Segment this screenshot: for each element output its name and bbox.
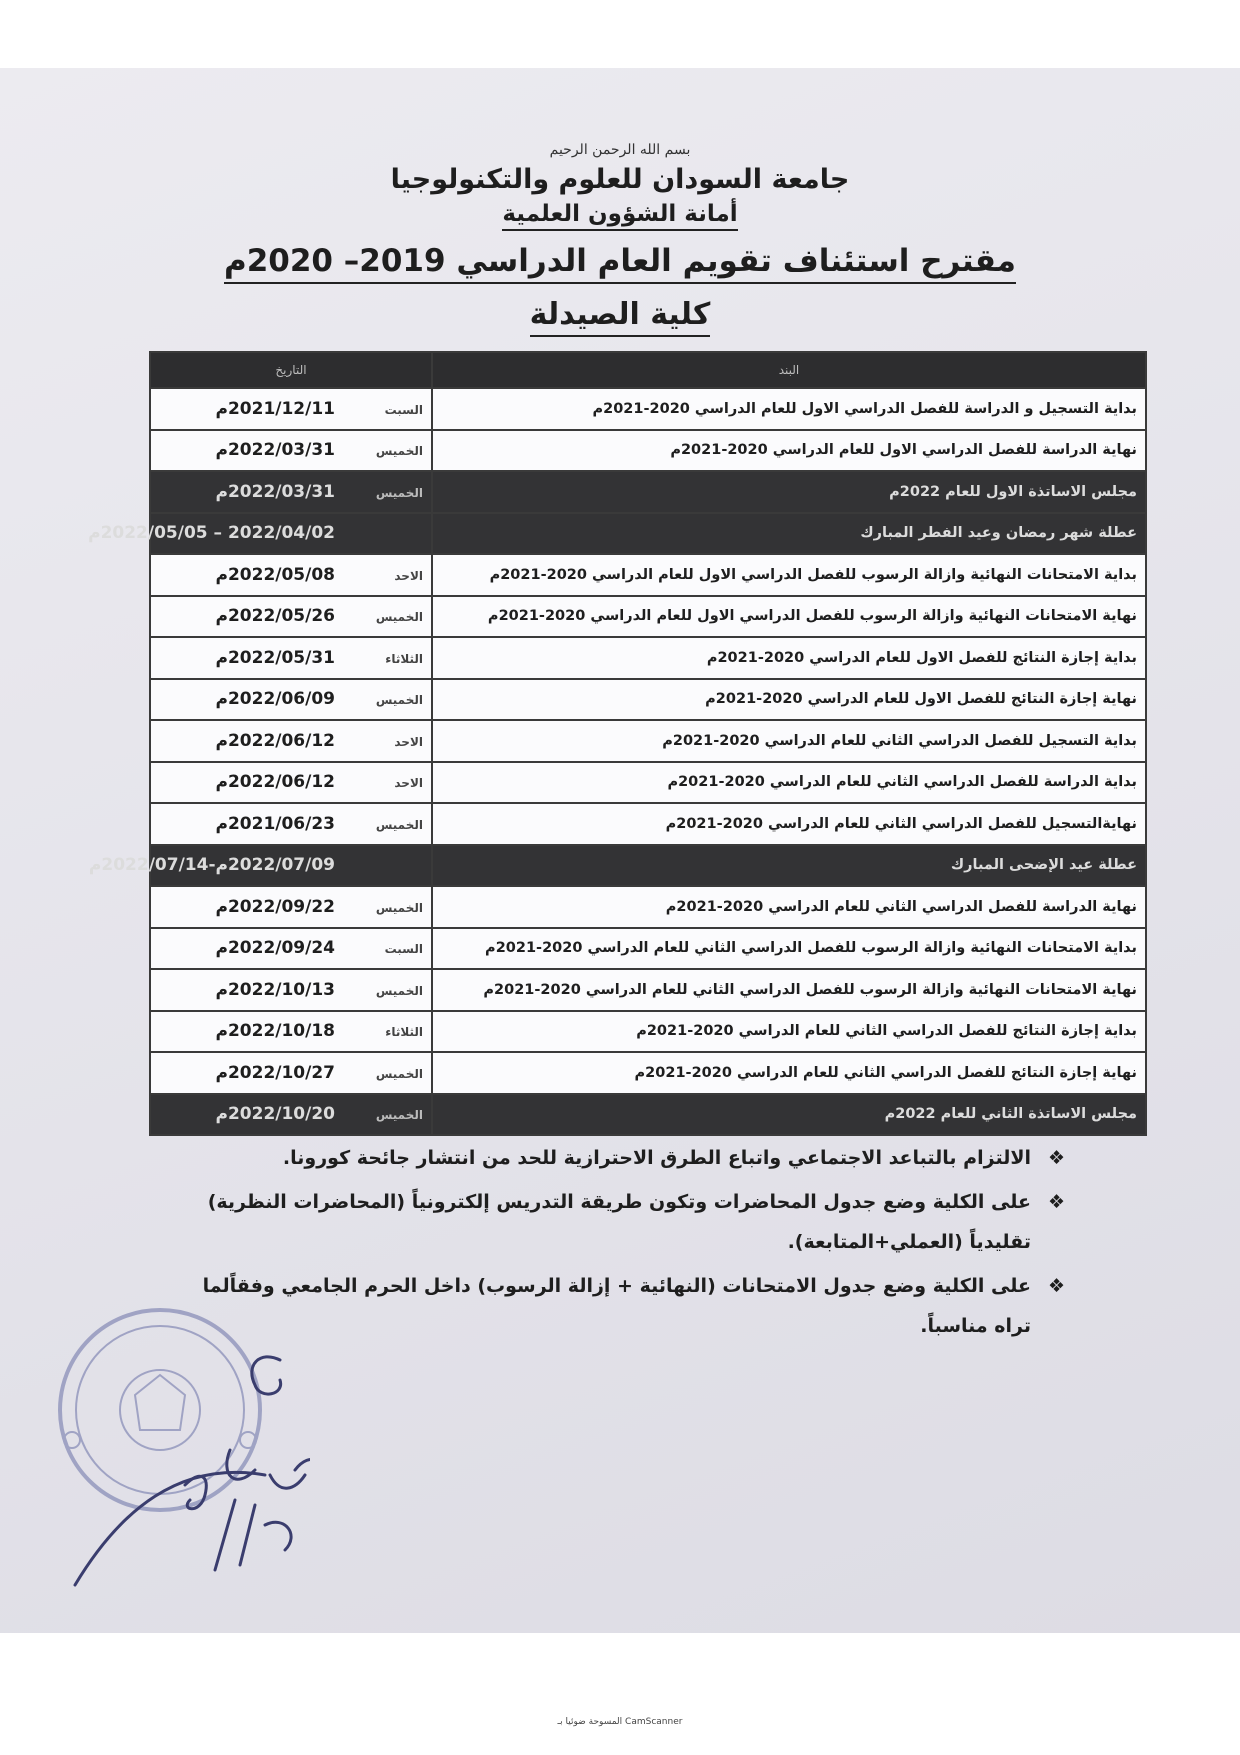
table-row [150, 430, 1146, 472]
table-row [150, 513, 1146, 555]
row-date: 2022/06/09م [215, 689, 335, 710]
row-date: 2022/05/08م [215, 564, 335, 585]
table-row [150, 845, 1146, 887]
row-day: الخميس [375, 1108, 423, 1123]
note-text: على الكلية وضع جدول المحاضرات وتكون طريقة التدريس إلكترونياً (المحاضرات النظرية) تقليدياً (العملي+المتابعة). [207, 1191, 1031, 1253]
row-date-cell [150, 1052, 432, 1094]
row-date: 2022/04/02 – 2022/05/05م [88, 523, 335, 544]
row-item: نهايةالتسجيل للفصل الدراسي الثاني للعام الدراسي 2020-2021م [432, 803, 1146, 845]
document-title [0, 243, 1240, 279]
table-body [88, 388, 1146, 1135]
row-item: عطلة عيد الإضحى المبارك [432, 845, 1146, 887]
row-day: الخميس [375, 693, 423, 708]
row-date-cell [150, 554, 432, 596]
row-date-cell [150, 430, 432, 472]
table-row [150, 928, 1146, 970]
diamond-bullet-icon: ❖ [1047, 1191, 1065, 1213]
table-row [150, 554, 1146, 596]
row-item: مجلس الاساتذة الاول للعام 2022م [432, 471, 1146, 513]
table-row [150, 1094, 1146, 1136]
row-day: السبت [384, 942, 423, 957]
row-item: بداية إجازة النتائج للفصل الدراسي الثاني للعام الدراسي 2020-2021م [432, 1011, 1146, 1053]
row-date: 2022/07/09م-2022/07/14م [88, 855, 335, 876]
row-date: 2022/03/31م [215, 481, 335, 502]
row-date-cell [150, 720, 432, 762]
table-row [150, 471, 1146, 513]
row-day: الخميس [375, 900, 423, 915]
note-item [160, 1182, 1065, 1262]
row-day: الخميس [375, 983, 423, 998]
calendar-table [88, 351, 1147, 1136]
row-day: الاحد [394, 734, 423, 749]
row-item: عطلة شهر رمضان وعيد الفطر المبارك [432, 513, 1146, 555]
department-name [0, 201, 1240, 227]
header-date: التاريخ [150, 352, 432, 388]
row-day: الاحد [394, 568, 423, 583]
table-row [150, 679, 1146, 721]
table-row [150, 637, 1146, 679]
row-date-cell [150, 679, 432, 721]
row-date-cell [88, 845, 432, 887]
table-row [150, 886, 1146, 928]
row-date-cell [150, 762, 432, 804]
row-date: 2022/03/31م [215, 440, 335, 461]
row-item: بداية الدراسة للفصل الدراسي الثاني للعام الدراسي 2020-2021م [432, 762, 1146, 804]
row-date: 2022/05/26م [215, 606, 335, 627]
college-name [0, 297, 1240, 332]
department-text: أمانة الشؤون العلمية [502, 201, 737, 231]
row-date: 2021/06/23م [215, 813, 335, 834]
table-row [150, 969, 1146, 1011]
row-day: الخميس [375, 485, 423, 500]
table-row [150, 1052, 1146, 1094]
row-date: 2022/06/12م [215, 730, 335, 751]
row-date-cell [150, 596, 432, 638]
table-header-row [150, 352, 1146, 388]
row-item: مجلس الاساتذة الثاني للعام 2022م [432, 1094, 1146, 1136]
row-day: الثلاثاء [385, 651, 423, 666]
row-item: بداية التسجيل و الدراسة للفصل الدراسي الاول للعام الدراسي 2020-2021م [432, 388, 1146, 430]
row-day: الخميس [375, 610, 423, 625]
row-item: نهاية الدراسة للفصل الدراسي الاول للعام الدراسي 2020-2021م [432, 430, 1146, 472]
row-day: الثلاثاء [385, 1025, 423, 1040]
signature [75, 1357, 310, 1585]
row-date: 2022/10/13م [215, 979, 335, 1000]
row-date: 2022/06/12م [215, 772, 335, 793]
row-date-cell [88, 513, 432, 555]
row-date: 2022/09/24م [215, 938, 335, 959]
table-row [150, 388, 1146, 430]
row-date: 2022/09/22م [215, 896, 335, 917]
college-name-text: كلية الصيدلة [530, 297, 711, 337]
header-item: البند [432, 352, 1146, 388]
row-date-cell [150, 969, 432, 1011]
row-item: نهاية الامتحانات النهائية وازالة الرسوب للفصل الدراسي الاول للعام الدراسي 2020-2021م [432, 596, 1146, 638]
note-text: الالتزام بالتباعد الاجتماعي واتباع الطرق الاحترازية للحد من انتشار جائحة كورونا. [282, 1147, 1031, 1169]
diamond-bullet-icon: ❖ [1047, 1147, 1065, 1169]
row-day: الخميس [375, 444, 423, 459]
row-item: نهاية الامتحانات النهائية وازالة الرسوب للفصل الدراسي الثاني للعام الدراسي 2020-2021م [432, 969, 1146, 1011]
table-row [150, 803, 1146, 845]
row-day: الخميس [375, 1066, 423, 1081]
row-item: بداية إجازة النتائج للفصل الاول للعام الدراسي 2020-2021م [432, 637, 1146, 679]
row-date: 2022/10/20م [215, 1104, 335, 1125]
row-date: 2021/12/11م [215, 398, 335, 419]
row-day: الخميس [375, 817, 423, 832]
row-date-cell [150, 471, 432, 513]
document-title-text: مقترح استئناف تقويم العام الدراسي 2019– 2020م [224, 243, 1016, 284]
row-date-cell [150, 388, 432, 430]
row-date-cell [150, 928, 432, 970]
table-row [150, 720, 1146, 762]
row-item: نهاية إجازة النتائج للفصل الدراسي الثاني للعام الدراسي 2020-2021م [432, 1052, 1146, 1094]
row-item: بداية الامتحانات النهائية وازالة الرسوب للفصل الدراسي الاول للعام الدراسي 2020-2021م [432, 554, 1146, 596]
camscanner-footer: المسوحة ضوئيا بـ CamScanner [557, 1717, 683, 1727]
basmala: بسم الله الرحمن الرحيم [549, 142, 691, 158]
row-date-cell [150, 886, 432, 928]
row-date: 2022/05/31م [215, 647, 335, 668]
row-date: 2022/10/27م [215, 1062, 335, 1083]
table-row [150, 1011, 1146, 1053]
row-item: بداية التسجيل للفصل الدراسي الثاني للعام الدراسي 2020-2021م [432, 720, 1146, 762]
university-stamp-and-signature [30, 1300, 310, 1590]
stamp-seal [60, 1310, 260, 1510]
note-text: على الكلية وضع جدول الامتحانات (النهائية + إزالة الرسوب) داخل الحرم الجامعي وفقاًلما تراه مناسباً. [202, 1275, 1031, 1337]
row-day: الاحد [394, 776, 423, 791]
row-item: نهاية إجازة النتائج للفصل الاول للعام الدراسي 2020-2021م [432, 679, 1146, 721]
table-row [150, 596, 1146, 638]
note-item [160, 1138, 1065, 1178]
row-date-cell [150, 803, 432, 845]
row-date-cell [150, 637, 432, 679]
university-name: جامعة السودان للعلوم والتكنولوجيا [390, 164, 850, 195]
row-item: نهاية الدراسة للفصل الدراسي الثاني للعام الدراسي 2020-2021م [432, 886, 1146, 928]
row-date-cell [150, 1011, 432, 1053]
row-item: بداية الامتحانات النهائية وازالة الرسوب للفصل الدراسي الثاني للعام الدراسي 2020-2021م [432, 928, 1146, 970]
row-day: السبت [384, 402, 423, 417]
diamond-bullet-icon: ❖ [1047, 1275, 1065, 1297]
row-date-cell [150, 1094, 432, 1136]
row-date: 2022/10/18م [215, 1021, 335, 1042]
table-row [150, 762, 1146, 804]
